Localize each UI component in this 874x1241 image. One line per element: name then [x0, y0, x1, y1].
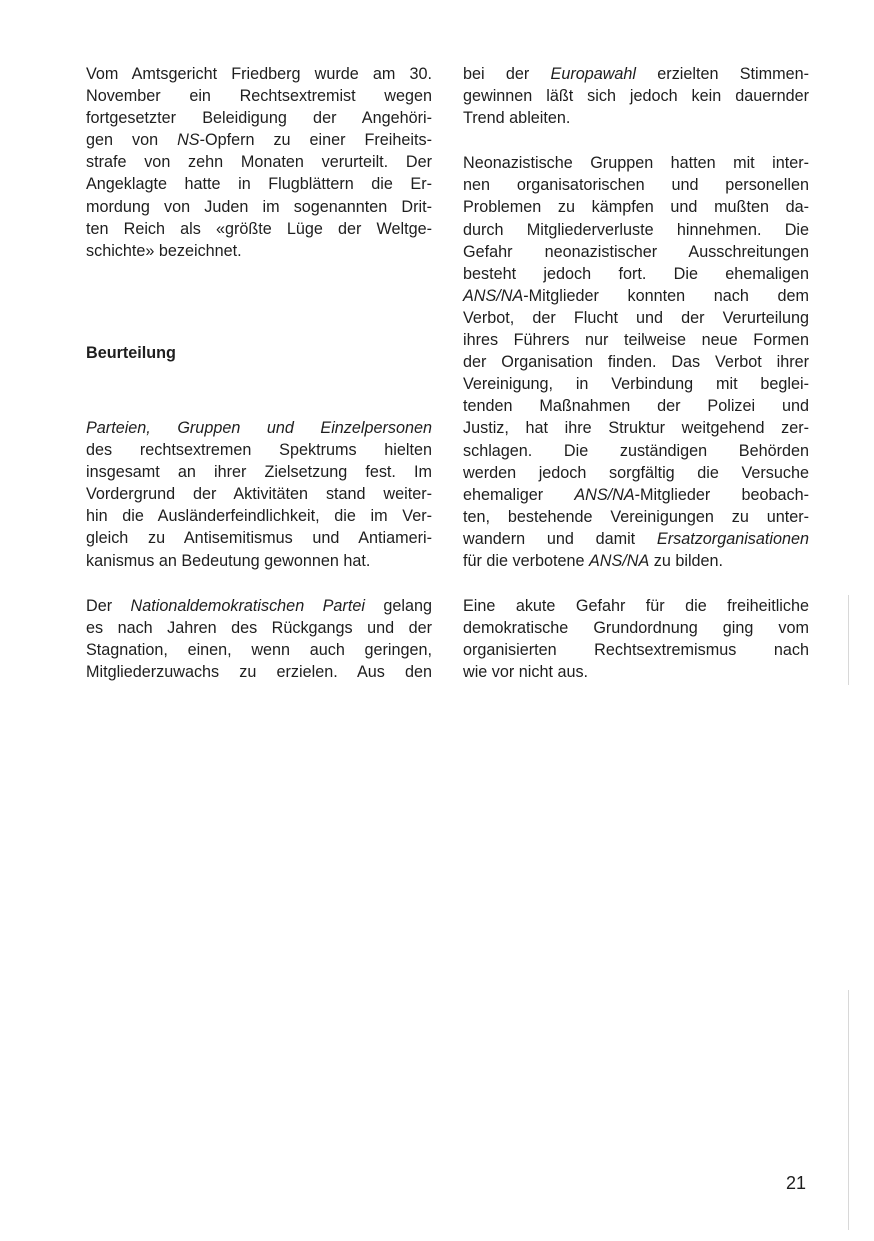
paragraph-npd: [86, 595, 432, 683]
section-heading: Beurteilung: [86, 343, 176, 362]
left-column: [86, 63, 432, 683]
text-line: der Organisation finden. Das Verbot ihrer: [463, 353, 809, 372]
text-line: wandern und damit Ersatzorganisationen: [463, 529, 809, 548]
emphasis: ANS/NA: [574, 485, 635, 504]
text-line: schichte» bezeichnet.: [86, 241, 242, 260]
text-line: Mitgliederzuwachs zu erzielen. Aus den: [86, 662, 432, 681]
text-line: Verbot, der Flucht und der Verurteilung: [463, 308, 809, 327]
text-line: fortgesetzter Beleidigung der Angehöri-: [86, 109, 432, 128]
text-line: hin die Ausländerfeindlichkeit, die im Ver-: [86, 507, 432, 526]
text-line: bei der Europawahl erzielten Stimmen-: [463, 65, 809, 83]
text-line: für die verbotene ANS/NA zu bilden.: [463, 551, 724, 570]
text-line: [86, 417, 432, 439]
text-line: strafe von zehn Monaten verurteilt. Der: [86, 153, 432, 172]
text-line: Stagnation, einen, wenn auch geringen,: [86, 640, 432, 659]
text-line: mordung von Juden im sogenannten Drit-: [86, 197, 432, 216]
text-line: organisierten Rechtsextremismus nach: [463, 641, 809, 660]
text-line: Eine akute Gefahr für die freiheitliche: [463, 597, 809, 616]
text-line: Vordergrund der Aktivitäten stand weiter-: [86, 485, 432, 504]
text-line: wie vor nicht aus.: [463, 663, 589, 682]
text-line: November ein Rechtsextremist wegen: [86, 87, 432, 106]
page-number: 21: [786, 1173, 807, 1193]
emphasis: Nationaldemokratischen Partei: [130, 596, 365, 615]
text-line: kanismus an Bedeutung gewonnen hat.: [86, 551, 371, 570]
text-line: ANS/NA-Mitglieder konnten nach dem: [463, 286, 809, 305]
text-line: Angeklagte hatte in Flugblättern die Er-: [86, 175, 432, 194]
text-line: nen organisatorischen und personellen: [463, 176, 809, 195]
emphasis: Ersatzorganisationen: [656, 529, 809, 548]
text-line: Problemen zu kämpfen und mußten da-: [463, 198, 809, 217]
paragraph-european-election: [463, 63, 809, 129]
text-line: Gefahr neonazistischer Ausschreitungen: [463, 242, 809, 261]
text-line: Vom Amtsgericht Friedberg wurde am 30.: [86, 65, 432, 83]
emphasis: Parteien, Gruppen und Einzelpersonen: [86, 418, 432, 437]
emphasis: Europawahl: [550, 65, 637, 83]
text-line: gen von NS-Opfern zu einer Freiheits-: [86, 131, 432, 150]
text-line: tenden Maßnahmen der Polizei und: [463, 397, 809, 416]
scan-edge-line: [848, 595, 849, 685]
text-line: werden jedoch sorgfältig die Versuche: [463, 463, 809, 482]
paragraph-court-ruling: [86, 63, 432, 262]
text-line: ten, bestehende Vereinigungen zu unter-: [463, 507, 809, 526]
text-line: demokratische Grundordnung ging vom: [463, 619, 809, 638]
text-line: Neonazistische Gruppen hatten mit inter-: [463, 154, 809, 173]
text-line: schlagen. Die zuständigen Behörden: [463, 441, 809, 460]
text-line: ihres Führers nur teilweise neue Formen: [463, 331, 809, 350]
paragraph-conclusion: [463, 595, 809, 683]
paragraph-neo-nazi-groups: [463, 152, 809, 572]
text-line: ehemaliger ANS/NA-Mitglieder beobach-: [463, 485, 809, 504]
text-line: Der Nationaldemokratischen Partei gelang: [86, 596, 432, 615]
text-line: des rechtsextremen Spektrums hielten: [86, 441, 432, 460]
emphasis: NS: [177, 131, 200, 150]
text-line: es nach Jahren des Rückgangs und der: [86, 618, 432, 637]
text-line: durch Mitgliederverluste hinnehmen. Die: [463, 220, 809, 239]
text-line: gleich zu Antisemitismus und Antiameri-: [86, 529, 432, 548]
text-line: gewinnen läßt sich jedoch kein dauernder: [463, 87, 809, 106]
text-line: Justiz, hat ihre Struktur weitgehend zer-: [463, 419, 809, 438]
paragraph-assessment: [86, 417, 432, 572]
text-line: insgesamt an ihrer Zielsetzung fest. Im: [86, 463, 432, 482]
text-line: Trend ableiten.: [463, 109, 571, 128]
emphasis: ANS/NA: [588, 551, 650, 570]
emphasis: ANS/NA: [463, 286, 524, 305]
scan-edge-line: [848, 990, 849, 1230]
text-line: ten Reich als «größte Lüge der Weltge-: [86, 219, 432, 238]
right-column: [463, 63, 809, 683]
text-line: Vereinigung, in Verbindung mit beglei-: [463, 375, 809, 394]
text-line: besteht jedoch fort. Die ehemaligen: [463, 264, 809, 283]
